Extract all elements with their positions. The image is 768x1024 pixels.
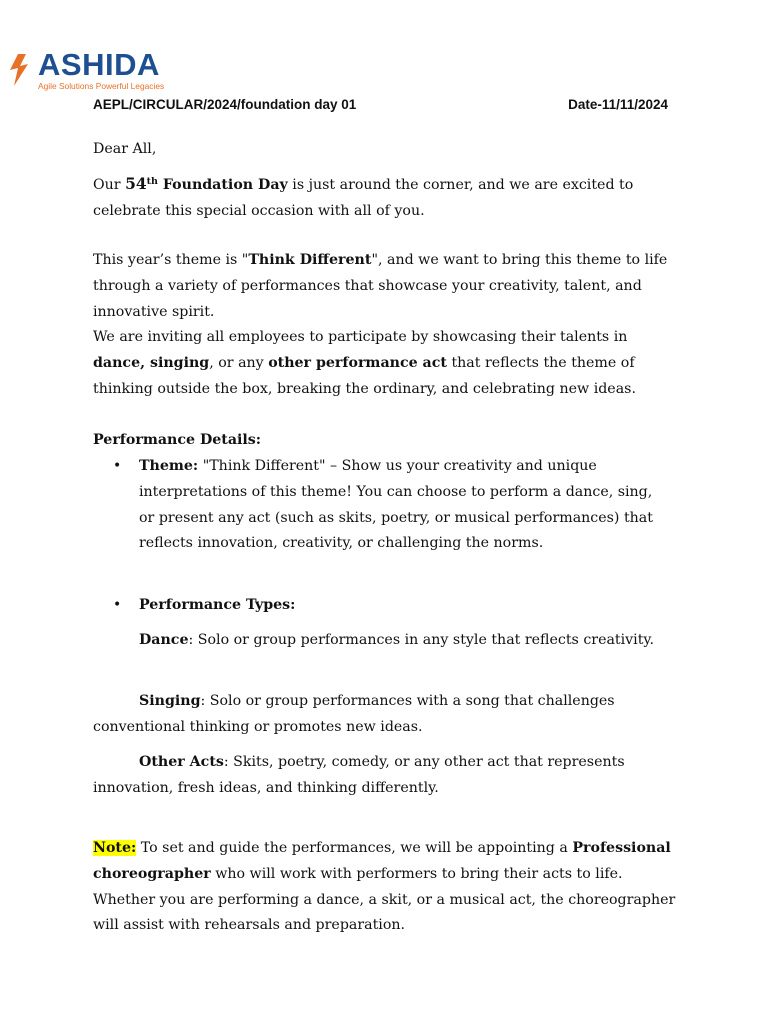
circular-date: Date-11/11/2024: [568, 97, 668, 112]
bullet-dot: •: [113, 597, 122, 613]
note-label: Note:: [93, 840, 137, 856]
circular-reference: AEPL/CIRCULAR/2024/foundation day 01: [93, 97, 357, 112]
type-singing: Singing: Solo or group performances with a song that challenges conventional thinking or promotes new ideas.: [93, 693, 615, 735]
intro-paragraph: Our 54th Foundation Day is just around the corner, and we are excited to celebrate this special occasion with all of you.: [93, 174, 634, 219]
note-paragraph: Note: To set and guide the performances, we will be appointing a Professional choreographer who will work with performers to bring their acts to life. Whether you are performing a dance, a skit, or a musical act, the choreographer will assist with rehearsals and preparation.: [93, 840, 676, 934]
type-other-acts: Other Acts: Skits, poetry, comedy, or any other act that represents innovation, fresh ideas, and thinking differently.: [93, 754, 625, 796]
greeting: Dear All,: [93, 141, 157, 157]
logo-tagline: Agile Solutions Powerful Legacies: [38, 81, 165, 91]
details-heading: Performance Details:: [93, 432, 262, 448]
lightning-bolt-icon: [8, 52, 36, 88]
theme-paragraph: This year’s theme is "Think Different", and we want to bring this theme to life through a variety of performances that showcase your creativity, talent, and innovative spirit. We are inviting all employees to participate by showcasing their talents in dance, singing, or any other performance act that reflects the theme of thinking outside the box, breaking the ordinary, and celebrating new ideas.: [93, 252, 668, 397]
bullet-theme: Theme: "Think Different" – Show us your creativity and unique interpretations of this theme! You can choose to perform a dance, sing, or present any act (such as skits, poetry, or musical performances) that reflects innovation, creativity, or challenging the norms.: [139, 458, 653, 552]
bullet-dot: •: [113, 458, 122, 474]
company-logo: [8, 48, 188, 94]
logo-brand-name: ASHIDA: [38, 47, 160, 82]
bullet-performance-types: Performance Types:: [139, 597, 296, 613]
type-dance: Dance: Solo or group performances in any style that reflects creativity.: [139, 632, 655, 648]
circular-header: [93, 97, 668, 117]
invite-paragraph: We are inviting all employees to participate by showcasing their talents in dance, singing, or any other performance act that reflects the theme of thinking outside the box, breaking the ordinary, and celebrating new ideas.: [93, 329, 636, 397]
